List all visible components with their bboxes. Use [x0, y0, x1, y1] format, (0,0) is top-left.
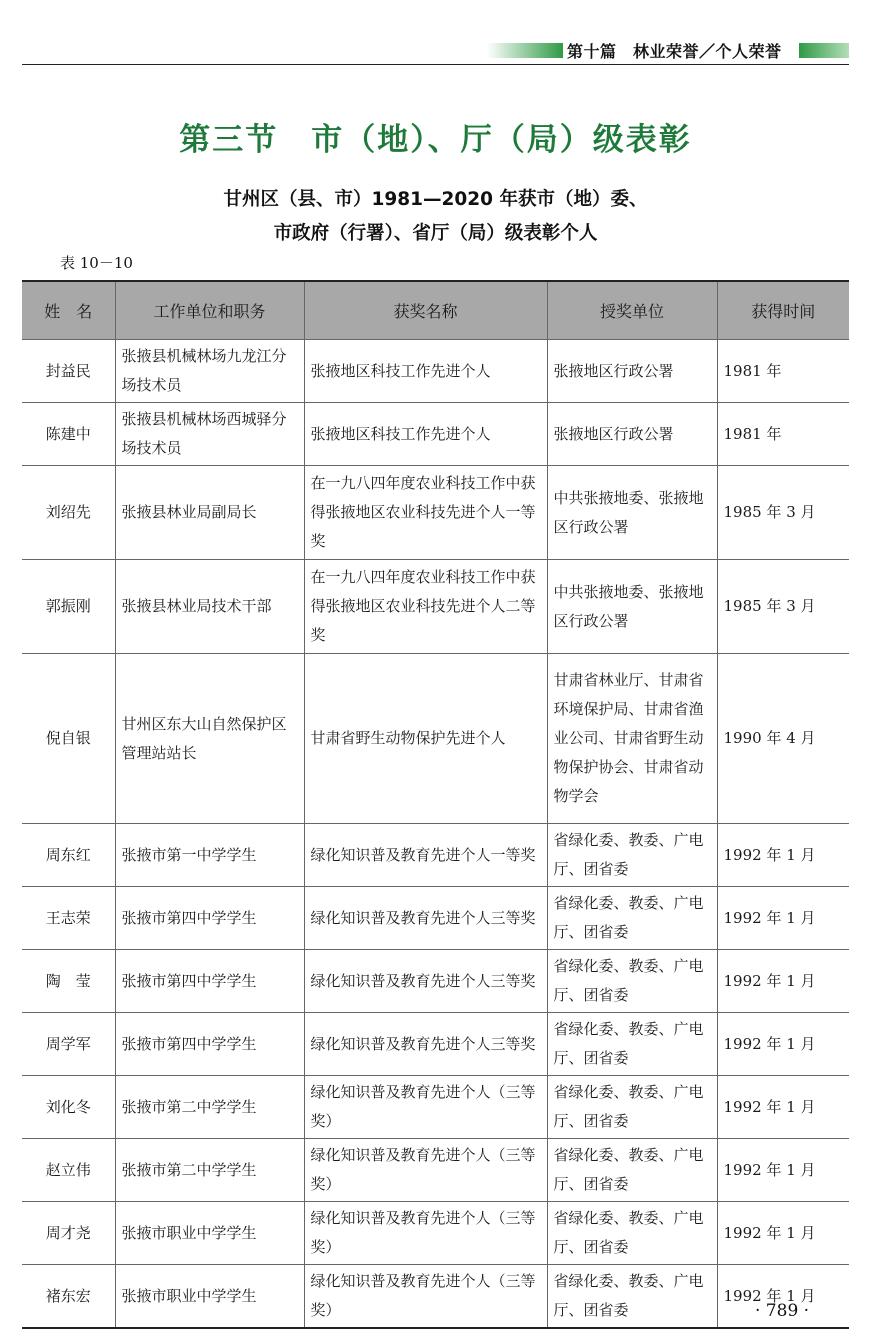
table-row — [22, 824, 849, 887]
cell-date: 1981 年 — [717, 403, 849, 466]
cell-date: 1985 年 3 月 — [717, 560, 849, 654]
table-row — [22, 654, 849, 824]
header-decor-bar-right — [799, 43, 849, 58]
cell-date: 1990 年 4 月 — [717, 654, 849, 824]
table-title-line-1: 甘州区（县、市）1981—2020 年获市（地）委、 — [223, 189, 648, 210]
cell-issuer: 中共张掖地委、张掖地区行政公署 — [547, 560, 717, 654]
cell-name: 赵立伟 — [22, 1139, 115, 1202]
cell-date: 1985 年 3 月 — [717, 466, 849, 560]
cell-name: 刘绍先 — [22, 466, 115, 560]
cell-award: 绿化知识普及教育先进个人（三等奖） — [304, 1202, 547, 1265]
cell-award: 绿化知识普及教育先进个人一等奖 — [304, 824, 547, 887]
cell-award: 绿化知识普及教育先进个人三等奖 — [304, 1013, 547, 1076]
table-row — [22, 1139, 849, 1202]
cell-name: 倪自银 — [22, 654, 115, 824]
table-label: 表 10－10 — [60, 254, 133, 272]
cell-award: 绿化知识普及教育先进个人三等奖 — [304, 950, 547, 1013]
cell-unit: 张掖市职业中学学生 — [115, 1265, 304, 1329]
cell-name: 刘化冬 — [22, 1076, 115, 1139]
cell-unit: 张掖市第四中学学生 — [115, 1013, 304, 1076]
header-decor-bar-left — [487, 43, 563, 58]
cell-award: 在一九八四年度农业科技工作中获得张掖地区农业科技先进个人一等奖 — [304, 466, 547, 560]
cell-unit: 张掖县林业局技术干部 — [115, 560, 304, 654]
cell-name: 周学军 — [22, 1013, 115, 1076]
cell-issuer: 张掖地区行政公署 — [547, 403, 717, 466]
cell-issuer: 省绿化委、教委、广电厅、团省委 — [547, 950, 717, 1013]
cell-date: 1992 年 1 月 — [717, 1202, 849, 1265]
cell-unit: 张掖市第一中学学生 — [115, 824, 304, 887]
cell-award: 绿化知识普及教育先进个人（三等奖） — [304, 1139, 547, 1202]
cell-issuer: 省绿化委、教委、广电厅、团省委 — [547, 887, 717, 950]
cell-award: 张掖地区科技工作先进个人 — [304, 340, 547, 403]
cell-date: 1992 年 1 月 — [717, 1139, 849, 1202]
cell-award: 绿化知识普及教育先进个人三等奖 — [304, 887, 547, 950]
column-header-award: 获奖名称 — [304, 281, 547, 340]
column-header-name: 姓 名 — [22, 281, 115, 340]
table-row — [22, 340, 849, 403]
cell-date: 1981 年 — [717, 340, 849, 403]
cell-unit: 甘州区东大山自然保护区管理站站长 — [115, 654, 304, 824]
cell-issuer: 张掖地区行政公署 — [547, 340, 717, 403]
table-row — [22, 1265, 849, 1329]
table-row — [22, 887, 849, 950]
cell-name: 郭振刚 — [22, 560, 115, 654]
cell-award: 甘肃省野生动物保护先进个人 — [304, 654, 547, 824]
column-header-date: 获得时间 — [717, 281, 849, 340]
cell-unit: 张掖市第二中学学生 — [115, 1139, 304, 1202]
cell-award: 绿化知识普及教育先进个人（三等奖） — [304, 1076, 547, 1139]
running-header — [22, 38, 849, 65]
cell-issuer: 甘肃省林业厅、甘肃省环境保护局、甘肃省渔业公司、甘肃省野生动物保护协会、甘肃省动物学会 — [547, 654, 717, 824]
honors-table — [22, 280, 849, 1329]
cell-award: 张掖地区科技工作先进个人 — [304, 403, 547, 466]
cell-date: 1992 年 1 月 — [717, 1076, 849, 1139]
column-header-unit: 工作单位和职务 — [115, 281, 304, 340]
cell-unit: 张掖市第二中学学生 — [115, 1076, 304, 1139]
cell-date: 1992 年 1 月 — [717, 950, 849, 1013]
section-title: 第三节 市（地）、厅（局）级表彰 — [179, 122, 692, 158]
cell-name: 陶 莹 — [22, 950, 115, 1013]
cell-date: 1992 年 1 月 — [717, 1013, 849, 1076]
table-row — [22, 466, 849, 560]
cell-award: 绿化知识普及教育先进个人（三等奖） — [304, 1265, 547, 1329]
cell-issuer: 中共张掖地委、张掖地区行政公署 — [547, 466, 717, 560]
cell-date: 1992 年 1 月 — [717, 887, 849, 950]
cell-unit: 张掖县机械林场九龙江分场技术员 — [115, 340, 304, 403]
cell-name: 陈建中 — [22, 403, 115, 466]
cell-date: 1992 年 1 月 — [717, 1265, 849, 1329]
cell-unit: 张掖市第四中学学生 — [115, 950, 304, 1013]
table-row — [22, 1202, 849, 1265]
cell-name: 周东红 — [22, 824, 115, 887]
cell-unit: 张掖市职业中学学生 — [115, 1202, 304, 1265]
cell-unit: 张掖市第四中学学生 — [115, 887, 304, 950]
cell-unit: 张掖县林业局副局长 — [115, 466, 304, 560]
header-text: 第十篇 林业荣誉／个人荣誉 — [567, 42, 782, 61]
cell-award: 在一九八四年度农业科技工作中获得张掖地区农业科技先进个人二等奖 — [304, 560, 547, 654]
cell-issuer: 省绿化委、教委、广电厅、团省委 — [547, 824, 717, 887]
table-header-row — [22, 281, 849, 340]
cell-name: 周才尧 — [22, 1202, 115, 1265]
table-row — [22, 950, 849, 1013]
cell-name: 封益民 — [22, 340, 115, 403]
cell-unit: 张掖县机械林场西城驿分场技术员 — [115, 403, 304, 466]
cell-issuer: 省绿化委、教委、广电厅、团省委 — [547, 1013, 717, 1076]
table-row — [22, 403, 849, 466]
cell-date: 1992 年 1 月 — [717, 824, 849, 887]
column-header-issuer: 授奖单位 — [547, 281, 717, 340]
page-number: · 789 · — [755, 1301, 810, 1321]
cell-name: 王志荣 — [22, 887, 115, 950]
cell-name: 褚东宏 — [22, 1265, 115, 1329]
cell-issuer: 省绿化委、教委、广电厅、团省委 — [547, 1202, 717, 1265]
table-title-line-2: 市政府（行署）、省厅（局）级表彰个人 — [273, 223, 598, 244]
cell-issuer: 省绿化委、教委、广电厅、团省委 — [547, 1076, 717, 1139]
table-row — [22, 1013, 849, 1076]
table-row — [22, 1076, 849, 1139]
table-row — [22, 560, 849, 654]
cell-issuer: 省绿化委、教委、广电厅、团省委 — [547, 1265, 717, 1329]
cell-issuer: 省绿化委、教委、广电厅、团省委 — [547, 1139, 717, 1202]
